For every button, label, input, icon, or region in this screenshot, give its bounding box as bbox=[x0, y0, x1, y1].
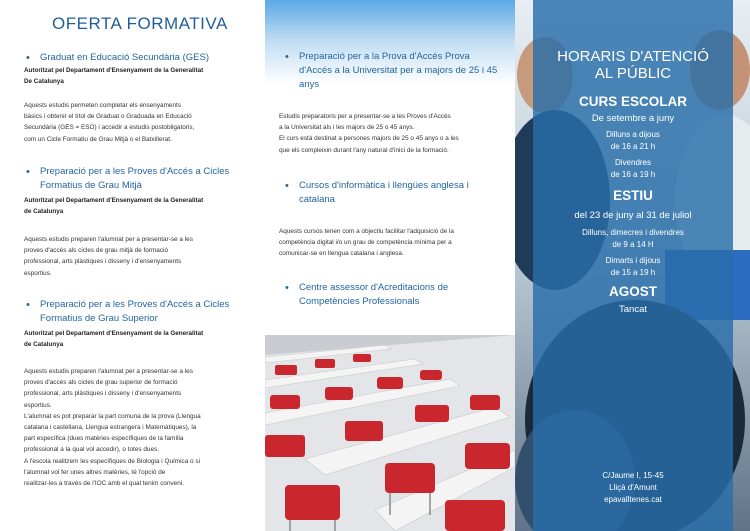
bullet-icon: • bbox=[26, 299, 30, 311]
heading-line: anys bbox=[299, 79, 320, 90]
heading-line: Graduat en Educació Secundària (GES) bbox=[40, 52, 209, 63]
bullet-icon: • bbox=[26, 166, 30, 178]
course-description bbox=[24, 366, 248, 489]
course-heading-acreditacions bbox=[285, 281, 510, 309]
section-hours bbox=[533, 129, 733, 181]
authorization-line: Autoritzat pel Departament d'Ensenyament de la Generalitat bbox=[24, 197, 204, 204]
text-line: que els compleixin durant l'any natural d'inici de la formació. bbox=[279, 146, 449, 154]
heading-line: catalana bbox=[299, 194, 335, 205]
text-line: competència digital i/o un grau de competència mínima per a bbox=[279, 239, 452, 247]
text-line: proves d'accés als cicles de grau mitjà de formació bbox=[24, 247, 169, 255]
section-subheading: De setembre a juny bbox=[591, 113, 675, 124]
middle-panel bbox=[265, 0, 515, 531]
bullet-icon: • bbox=[285, 51, 289, 63]
text-line: catalana i castellana, Llengua estrangera i Matemàtiques), la bbox=[24, 424, 197, 432]
hours-line: Dilluns a dijous bbox=[606, 130, 660, 139]
hours-line: de 15 a 19 h bbox=[610, 268, 656, 277]
hours-line: de 16 a 21 h bbox=[610, 142, 656, 151]
heading-line: Competències Professionals bbox=[299, 296, 420, 307]
heading-line: Preparació per a les Proves d'Accés a Cicles bbox=[40, 299, 230, 310]
authorization-line: de Catalunya bbox=[24, 208, 64, 215]
bullet-icon: • bbox=[26, 52, 30, 64]
text-line: L'alumnat es pot preparar la part comuna de la prova (Llengua bbox=[24, 412, 201, 420]
course-heading-ges bbox=[26, 51, 256, 65]
hours-line: de 9 a 14 H bbox=[612, 240, 654, 249]
authorization-line: Autoritzat pel Departament d'Ensenyament de la Generalitat bbox=[24, 330, 204, 337]
classroom-illustration bbox=[265, 335, 515, 531]
authorization-line: De Catalunya bbox=[24, 78, 64, 85]
text-line: Aquests cursos tenen com a objectiu facilitar l'adquisició de la bbox=[279, 228, 454, 235]
course-description bbox=[279, 226, 511, 260]
bullet-icon: • bbox=[285, 180, 289, 192]
right-panel bbox=[515, 0, 750, 531]
address-line: Lliçà d'Amunt bbox=[609, 483, 657, 492]
text-line: professional, arts plàstiques i disseny i d'ensenyaments bbox=[24, 390, 182, 398]
course-heading-grau-superior bbox=[26, 298, 256, 326]
course-description bbox=[279, 111, 509, 156]
text-line: Aquests estudis preparen l'alumnat per a presentar-se a les bbox=[24, 236, 193, 243]
section-hours bbox=[533, 227, 733, 279]
text-line: a la Universitat als i les majors de 25 o 45 anys. bbox=[279, 124, 415, 132]
section-title: OFERTA FORMATIVA bbox=[52, 14, 228, 33]
authorization-text bbox=[24, 195, 254, 217]
text-line: A l'escola realitzem les específiques de Biologia i Química o si bbox=[24, 457, 200, 465]
hours-line: de 16 a 19 h bbox=[610, 170, 656, 179]
hours-line: Dimarts i dijous bbox=[605, 256, 661, 265]
text-line: Aquests estudis preparen l'alumnat per a presentar-se a les bbox=[24, 368, 193, 375]
section-heading-estiu: ESTIU bbox=[613, 188, 653, 203]
text-line: bàsics i obtenir el títol de Graduat o Graduada en Educació bbox=[24, 113, 192, 121]
text-line: esportius. bbox=[24, 269, 52, 277]
course-heading-grau-mitja bbox=[26, 165, 256, 193]
text-line: esportius. bbox=[24, 401, 52, 409]
heading-line: Cursos d'informàtica i llengües anglesa i bbox=[299, 180, 469, 191]
text-line: professional a la qual vol accedir), o totes dues. bbox=[24, 446, 159, 454]
heading-line: Centre assessor d'Acreditacions de bbox=[299, 282, 449, 293]
heading-line: Preparació per a la Prova d'Accés Prova bbox=[299, 51, 470, 62]
text-line: professional, arts plàstiques i disseny i d'ensenyaments bbox=[24, 258, 182, 266]
text-line: El curs està destinat a persones majors de 25 o 45 anys o a les bbox=[279, 135, 459, 143]
authorization-line: Autoritzat pel Departament d'Ensenyament de la Generalitat bbox=[24, 67, 204, 74]
hours-line: Divendres bbox=[614, 158, 651, 167]
address bbox=[533, 470, 733, 506]
section-subheading: Tancat bbox=[619, 304, 647, 315]
authorization-line: de Catalunya bbox=[24, 341, 64, 348]
authorization-text bbox=[24, 65, 254, 87]
hours-title bbox=[533, 48, 733, 82]
course-heading-informatica bbox=[285, 179, 510, 207]
text-line: Estudis preparatoris per a presentar-se a les Proves d'Accés bbox=[279, 113, 451, 120]
text-line: part específica (dues matèries específiques de la família bbox=[24, 435, 184, 443]
authorization-text bbox=[24, 328, 254, 350]
left-panel bbox=[0, 0, 265, 531]
classroom-photo bbox=[265, 335, 515, 531]
text-line: com un Cicle Formatiu de Grau Mitjà o el Batxillerat. bbox=[24, 135, 172, 143]
text-line: realitzar-les a través de l'IOC amb el qual tenim conveni. bbox=[24, 480, 184, 488]
course-heading-universitat bbox=[285, 50, 510, 92]
heading-line: Preparació per a les Proves d'Accés a Cicles bbox=[40, 166, 230, 177]
heading-line: Formatius de Grau Superior bbox=[40, 313, 158, 324]
section-heading-agost: AGOST bbox=[608, 284, 657, 299]
course-description bbox=[24, 234, 248, 279]
text-line: comunicar-se en llengua catalana i anglesa. bbox=[279, 250, 404, 258]
website-link[interactable]: epavalltenes.cat bbox=[604, 495, 662, 504]
heading-line: d'Accés a la Universitat per a majors de 25 i 45 bbox=[299, 65, 498, 76]
text-line: Secundària (GES = ESO) i accedir a estudis postobligatoris, bbox=[24, 124, 195, 132]
title-line: AL PÚBLIC bbox=[594, 65, 672, 82]
text-line: l'alumnat vol fer unes altres matèries, té l'opció de bbox=[24, 468, 166, 476]
hours-line: Dilluns, dimecres i divendres bbox=[582, 228, 684, 237]
course-description bbox=[24, 100, 248, 145]
section-subheading: del 23 de juny al 31 de juliol bbox=[574, 210, 692, 221]
address-line: C/Jaume I, 15-45 bbox=[602, 471, 664, 480]
text-line: proves d'accés als cicles de grau superior de formació bbox=[24, 379, 178, 387]
text-line: Aquests estudis permeten completar els ensenyaments bbox=[24, 102, 182, 109]
title-line: HORARIS D'ATENCIÓ bbox=[557, 48, 709, 65]
heading-line: Formatius de Grau Mitjà bbox=[40, 180, 142, 191]
section-heading-curs: CURS ESCOLAR bbox=[578, 94, 687, 109]
bullet-icon: • bbox=[285, 282, 289, 294]
